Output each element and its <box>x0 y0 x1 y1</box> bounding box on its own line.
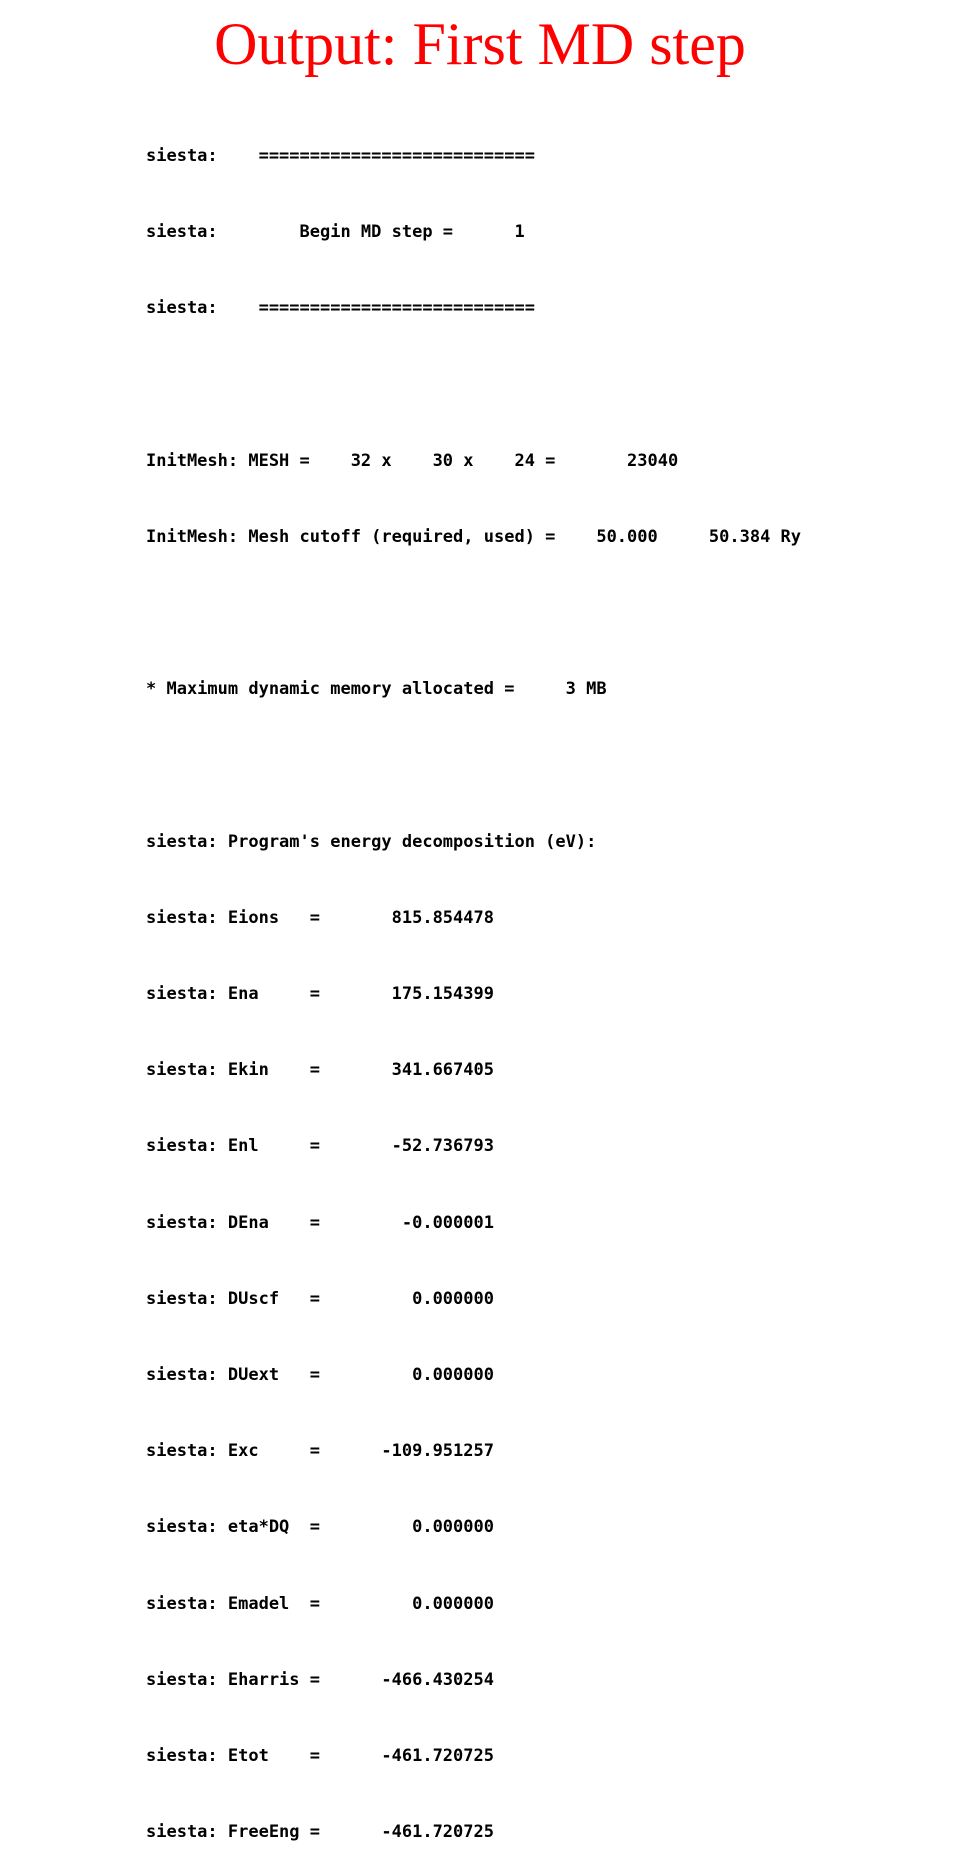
output-line: siesta: DUext = 0.000000 <box>146 1365 494 1386</box>
output-line: siesta: Emadel = 0.000000 <box>146 1593 494 1614</box>
output-line: siesta: Ekin = 341.667405 <box>146 1060 494 1081</box>
output-line: siesta: DUscf = 0.000000 <box>146 1288 494 1309</box>
output-line <box>146 753 801 778</box>
output-line: siesta: Program's energy decomposition (eV): <box>146 831 597 852</box>
slide-title: Output: First MD step <box>214 11 746 77</box>
output-line: siesta: DEna = -0.000001 <box>146 1212 494 1233</box>
siesta-output-listing <box>146 93 801 1871</box>
output-line <box>146 372 801 397</box>
output-line: siesta: Exc = -109.951257 <box>146 1441 494 1462</box>
output-line: siesta: Enl = -52.736793 <box>146 1136 494 1157</box>
output-line: siesta: =========================== <box>146 298 535 319</box>
output-line: siesta: eta*DQ = 0.000000 <box>146 1517 494 1538</box>
output-line: siesta: Eharris = -466.430254 <box>146 1669 494 1690</box>
output-line: InitMesh: MESH = 32 x 30 x 24 = 23040 <box>146 450 679 471</box>
output-line: siesta: Eions = 815.854478 <box>146 907 494 928</box>
output-line: siesta: Begin MD step = 1 <box>146 222 525 243</box>
output-line: siesta: FreeEng = -461.720725 <box>146 1822 494 1843</box>
output-line: siesta: Etot = -461.720725 <box>146 1746 494 1767</box>
output-line: siesta: =========================== <box>146 145 535 166</box>
output-line: InitMesh: Mesh cutoff (required, used) = 50.000 50.384 Ry <box>146 526 802 547</box>
output-line <box>146 601 801 626</box>
output-line: * Maximum dynamic memory allocated = 3 MB <box>146 679 607 700</box>
output-line: siesta: Ena = 175.154399 <box>146 984 494 1005</box>
